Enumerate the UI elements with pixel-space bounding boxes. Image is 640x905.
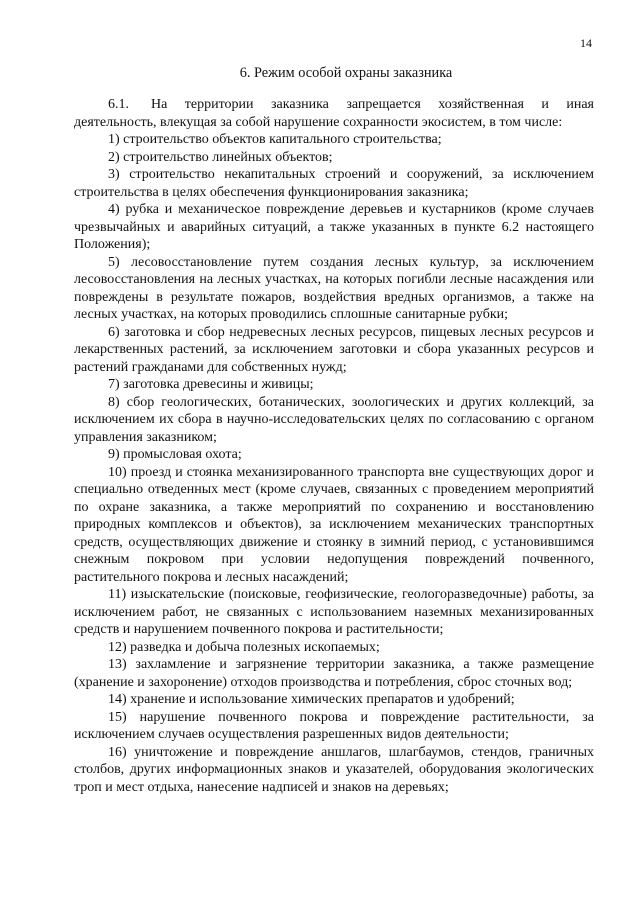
list-item: 15) нарушение почвенного покрова и повреждение растительности, за исключением случаев осуществления разрешенных видов деятельности; [74,709,594,742]
list-item: 5) лесовосстановление путем создания лесных культур, за исключением лесовосстановления на лесных участках, на которых погибли лесные насаждения или повреждены в результате пожаров, воздействия вредных организмов, а также на лесных участках, на которых проводились сплошные санитарные рубки; [74,254,594,322]
list-item: 9) промысловая охота; [108,447,242,462]
paragraph-6-1 [74,96,594,131]
list-item: 6) заготовка и сбор недревесных лесных ресурсов, пищевых лесных ресурсов и лекарственных растений, за исключением заготовки и сбора указанных ресурсов и растений гражданами для собственных нужд; [74,324,594,375]
list-item: 16) уничтожение и повреждение аншлагов, шлагбаумов, стендов, граничных столбов, других информационных знаков и указателей, оборудования экологических троп и мест отдыха, нанесение надписей и знаков на деревьях; [74,744,594,795]
paragraph-number: 6.1. [108,97,129,112]
list-item: 11) изыскательские (поисковые, геофизические, геологоразведочные) работы, за исключением работ, не связанных с использованием наземных механизированных средств и нарушением почвенного покрова и растительности; [74,587,594,637]
list-item: 1) строительство объектов капитального строительства; [108,132,442,147]
list-item: 13) захламление и загрязнение территории заказника, а также размещение (хранение и захоронение) отходов производства и потребления, сброс сточных вод; [74,657,594,690]
paragraph-text: На территории заказника запрещается хозяйственная и иная деятельность, влекущая за собой нарушение сохранности экосистем, в том числе: [74,97,594,130]
section-title: 6. Режим особой охраны заказника [239,65,453,81]
list-item: 8) сбор геологических, ботанических, зоологических и других коллекций, за исключением их сбора в научно-исследовательских целях по согласованию с органом управления заказником; [74,394,594,445]
list-item: 10) проезд и стоянка механизированного транспорта вне существующих дорог и специально отведенных мест (кроме случаев, связанных с проведением мероприятий по охране заказника, а также мероприятий по сохранению и восстановлению природных комплексов и объектов), за исключением механических транспортных средств, осуществляющих движение и стоянку в зимний период, с установившимся снежным покровом при условии недопущения повреждений почвенного, растительного покрова и лесных насаждений; [74,464,594,585]
list-item: 14) хранение и использование химических препаратов и удобрений; [108,692,515,707]
list-item: 2) строительство линейных объектов; [108,149,333,165]
list-item: 12) разведка и добыча полезных ископаемых; [108,639,380,655]
list-item: 7) заготовка древесины и живицы; [108,377,314,392]
page-number: 14 [580,36,592,50]
list-item: 3) строительство некапитальных строений и сооружений, за исключением строительства в целях обеспечения функционирования заказника; [74,167,594,200]
document-body [74,96,594,796]
list-item: 4) рубка и механическое повреждение деревьев и кустарников (кроме случаев чрезвычайных и аварийных ситуаций, а также указанных в пункте 6.2 настоящего Положения); [74,202,594,252]
